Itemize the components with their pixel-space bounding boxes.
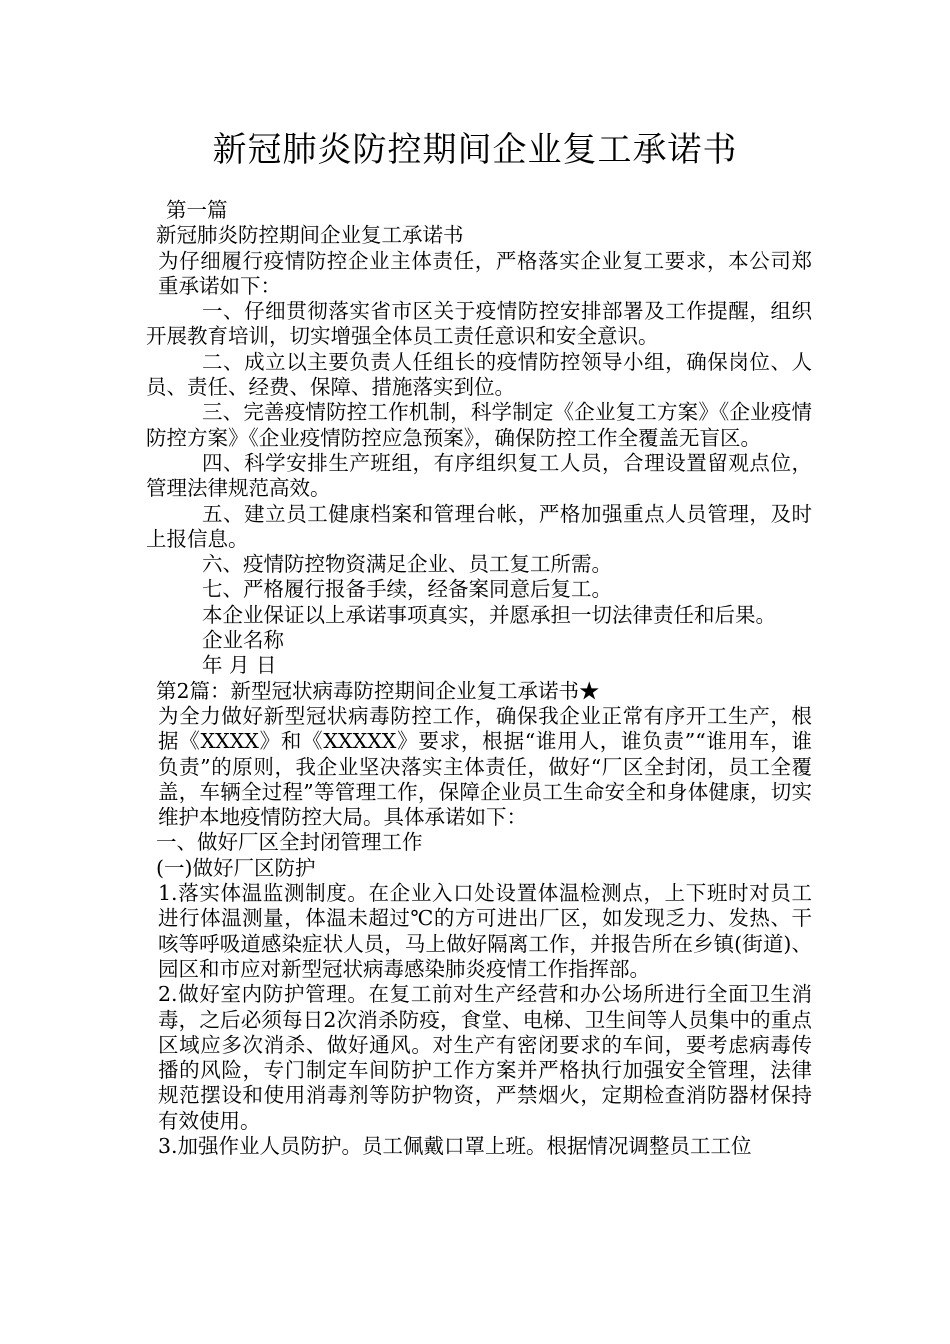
paragraph: 七、严格履行报备手续，经备案同意后复工。 bbox=[202, 577, 612, 602]
paragraph: 一、做好厂区全封闭管理工作 bbox=[156, 830, 423, 855]
paragraph: 2.做好室内防护管理。在复工前对生产经营和办公场所进行全面卫生消毒，之后必须每日2次消杀防疫，食堂、电梯、卫生间等人员集中的重点区域应多次消杀、做好通风。对生产有密闭要求的车间，要考虑病毒传播的风险，专门制定车间防护工作方案并严格执行加强安全管理，法律规范摆设和使用消毒剂等防护物资，严禁烟火，定期检查消防器材保持有效使用。 bbox=[158, 982, 812, 1133]
document-title: 新冠肺炎防控期间企业复工承诺书 bbox=[212, 130, 738, 170]
paragraph: 新冠肺炎防控期间企业复工承诺书 bbox=[156, 223, 464, 248]
paragraph: 第2篇：新型冠状病毒防控期间企业复工承诺书★ bbox=[156, 678, 600, 703]
document-body bbox=[146, 198, 812, 1159]
paragraph: 为仔细履行疫情防控企业主体责任，严格落实企业复工要求，本公司郑重承诺如下： bbox=[158, 248, 812, 298]
paragraph: 二、成立以主要负责人任组长的疫情防控领导小组，确保岗位、人员、责任、经费、保障、措施落实到位。 bbox=[146, 349, 812, 400]
paragraph: 3.加强作业人员防护。员工佩戴口罩上班。根据情况调整员工工位 bbox=[158, 1133, 752, 1158]
paragraph: 四、科学安排生产班组，有序组织复工人员，合理设置留观点位，管理法律规范高效。 bbox=[146, 450, 812, 501]
paragraph: 本企业保证以上承诺事项真实，并愿承担一切法律责任和后果。 bbox=[202, 602, 776, 627]
paragraph: 三、完善疫情防控工作机制，科学制定《企业复工方案》《企业疫情防控方案》《企业疫情防控应急预案》，确保防控工作全覆盖无盲区。 bbox=[146, 400, 812, 450]
paragraph: (一)做好厂区防护 bbox=[156, 855, 316, 880]
paragraph: 第一篇 bbox=[166, 198, 228, 222]
paragraph: 企业名称 bbox=[202, 628, 284, 653]
paragraph: 为全力做好新型冠状病毒防控工作，确保我企业正常有序开工生产，根据《XXXX》和《XXXXX》要求，根据“谁用人，谁负责”“谁用车，谁负责”的原则，我企业坚决落实主体责任，做好“厂区全封闭，员工全覆盖，车辆全过程”等管理工作，保障企业员工生命安全和身体健康，切实维护本地疫情防控大局。具体承诺如下： bbox=[158, 703, 812, 830]
paragraph: 1.落实体温监测制度。在企业入口处设置体温检测点，上下班时对员工进行体温测量，体温未超过℃的方可进出厂区，如发现乏力、发热、干咳等呼吸道感染症状人员，马上做好隔离工作，并报告所在乡镇(街道)、园区和市应对新型冠状病毒感染肺炎疫情工作指挥部。 bbox=[158, 881, 812, 981]
paragraph: 五、建立员工健康档案和管理台帐，严格加强重点人员管理，及时上报信息。 bbox=[146, 501, 812, 551]
paragraph: 年 月 日 bbox=[202, 653, 277, 678]
paragraph: 一、仔细贯彻落实省市区关于疫情防控安排部署及工作提醒，组织开展教育培训，切实增强全体员工责任意识和安全意识。 bbox=[146, 299, 812, 349]
paragraph: 六、疫情防控物资满足企业、员工复工所需。 bbox=[202, 552, 612, 577]
